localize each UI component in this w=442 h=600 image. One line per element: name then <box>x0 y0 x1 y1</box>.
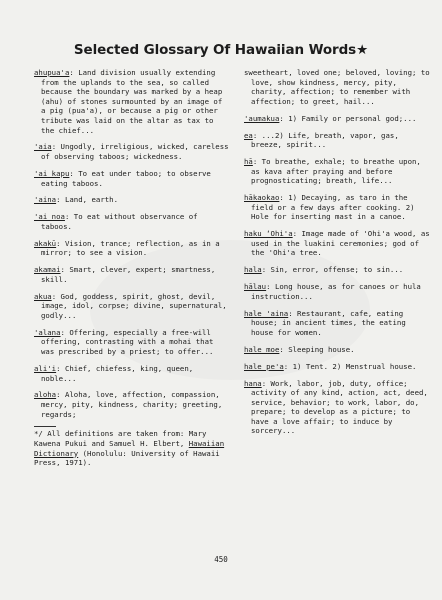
glossary-entry <box>34 195 230 205</box>
glossary-entry <box>244 114 432 124</box>
entry-definition: : 1) Decaying, as taro in the field or a few days after cooking. 2) Hole for inserting mast in a canoe. <box>251 193 415 222</box>
glossary-entry <box>244 379 432 437</box>
right-entries <box>244 68 432 436</box>
glossary-entry <box>244 345 432 355</box>
entry-headword: 'aina <box>34 195 57 205</box>
entry-headword: hale 'aina <box>244 308 289 318</box>
entry-headword: 'ai noa <box>34 212 65 222</box>
entry-definition: : Image made of 'Ohi'a wood, as used in the luakini ceremonies; god of the 'Ohi'a tree. <box>251 229 430 258</box>
entry-headword: ali'i <box>34 363 57 373</box>
entry-definition: : 1) Tent. 2) Menstrual house. <box>283 361 417 371</box>
glossary-entry <box>244 157 432 186</box>
entry-headword: 'alana <box>34 327 61 337</box>
entry-headword: aloha <box>34 390 57 400</box>
footnote-text-before: */ All definitions are taken from: Mary Kawena Pukui and Samuel H. Elbert, <box>34 429 207 449</box>
entry-headword: hala <box>244 265 262 275</box>
entry-headword: haku ʻOhi'a <box>244 229 293 239</box>
entry-definition: : ...2) Life, breath, vapor, gas, breeze, spirit... <box>251 130 399 150</box>
right-column <box>244 68 432 443</box>
entry-headword: ea <box>244 130 253 140</box>
glossary-entry <box>244 282 432 301</box>
entry-headword: akakū <box>34 238 57 248</box>
entry-definition: : 1) Family or personal god;... <box>279 113 417 123</box>
entry-definition: : To breathe, exhale; to breathe upon, as kava after praying and before prognosticating; breath, life... <box>251 157 421 186</box>
glossary-entry <box>34 239 230 258</box>
glossary-entry <box>34 142 230 161</box>
entry-definition: : To eat under taboo; to observe eating taboos. <box>41 168 211 188</box>
glossary-entry <box>34 292 230 321</box>
entry-definition: : Sleeping house. <box>279 344 355 354</box>
entry-headword: hākaokao <box>244 193 280 203</box>
entry-definition: : Long house, as for canoes or hula instruction... <box>251 282 421 301</box>
entry-headword: 'aia <box>34 142 52 152</box>
entry-definition: : Smart, clever, expert; smartness, skill. <box>41 265 216 284</box>
glossary-entry <box>34 328 230 357</box>
entry-headword: 'ai kapu <box>34 168 70 178</box>
entry-headword: ahupua'a <box>34 68 70 77</box>
entry-definition: : Ungodly, irreligious, wicked, careless of observing taboos; wickedness. <box>41 142 229 162</box>
footnote-source-title: Hawaiian Dictionary <box>34 439 225 458</box>
left-column <box>34 68 230 468</box>
glossary-entry <box>244 193 432 222</box>
page-title: Selected Glossary Of Hawaiian Words★ <box>73 42 369 58</box>
footnote-text-after: (Honolulu: University of Hawaii Press, 1971). <box>34 448 220 468</box>
entry-definition: : Land division usually extending from the uplands to the sea, so called because the boundary was marked by a heap (ahu) of stones surmounted by an image of a pig (pua'a), or because a pig or other tribute was laid on the altar as tax to the chief... <box>41 68 223 135</box>
glossary-entry <box>244 68 432 106</box>
entry-definition: : God, goddess, spirit, ghost, devil, image, idol, corpse; divine, supernatural, godly... <box>41 291 227 320</box>
entry-headword: 'aumakua <box>244 113 280 123</box>
glossary-entry <box>34 68 230 135</box>
glossary-entry <box>244 131 432 150</box>
entry-definition: : Restaurant, cafe, eating house; in ancient times, the eating house for women. <box>251 308 406 337</box>
glossary-entry <box>34 212 230 231</box>
entry-headword: hale moe <box>244 344 280 354</box>
entry-headword: hā <box>244 157 253 167</box>
glossary-entry <box>244 265 432 275</box>
entry-definition: sweetheart, loved one; beloved, loving; to love, show kindness, mercy, pity, charity, affection; to remember with affection; to greet, hail... <box>244 68 430 106</box>
glossary-entry <box>244 229 432 258</box>
glossary-entry <box>34 390 230 419</box>
entry-definition: : Land, earth. <box>56 195 119 205</box>
glossary-entry <box>34 364 230 383</box>
left-entries <box>34 68 230 419</box>
footnote <box>34 426 230 467</box>
glossary-entry <box>244 362 432 372</box>
glossary-entry <box>34 169 230 188</box>
entry-definition: : Work, labor, job, duty, office; activity of any kind, action, act, deed, service, behavior; to work, labor, do, prepare; to develop as a picture; to have a love affair; to induce by sorcery... <box>251 378 428 436</box>
entry-definition: : To eat without observance of taboos. <box>41 212 198 231</box>
entry-headword: hālau <box>244 282 267 292</box>
entry-definition: : Offering, especially a free-will offering, contrasting with a mohai that was prescribed by a priest; to offer... <box>41 327 214 357</box>
entry-definition: : Aloha, love, affection, compassion, mercy, pity, kindness, charity; greeting, regards; <box>41 390 223 419</box>
entry-headword: hana <box>244 378 262 388</box>
entry-definition: : Chief, chiefess, king, queen, noble... <box>41 363 194 383</box>
glossary-entry <box>34 265 230 284</box>
glossary-entry <box>244 309 432 338</box>
page-number: 450 <box>214 555 228 564</box>
entry-headword: akamai <box>34 265 61 275</box>
entry-definition: : Sin, error, offense; to sin... <box>261 265 404 275</box>
footnote-rule <box>34 426 56 427</box>
entry-headword: akua <box>34 291 52 301</box>
entry-definition: : Vision, trance; reflection, as in a mirror; to see a vision. <box>41 238 220 258</box>
entry-headword: hale pe'a <box>244 361 284 371</box>
